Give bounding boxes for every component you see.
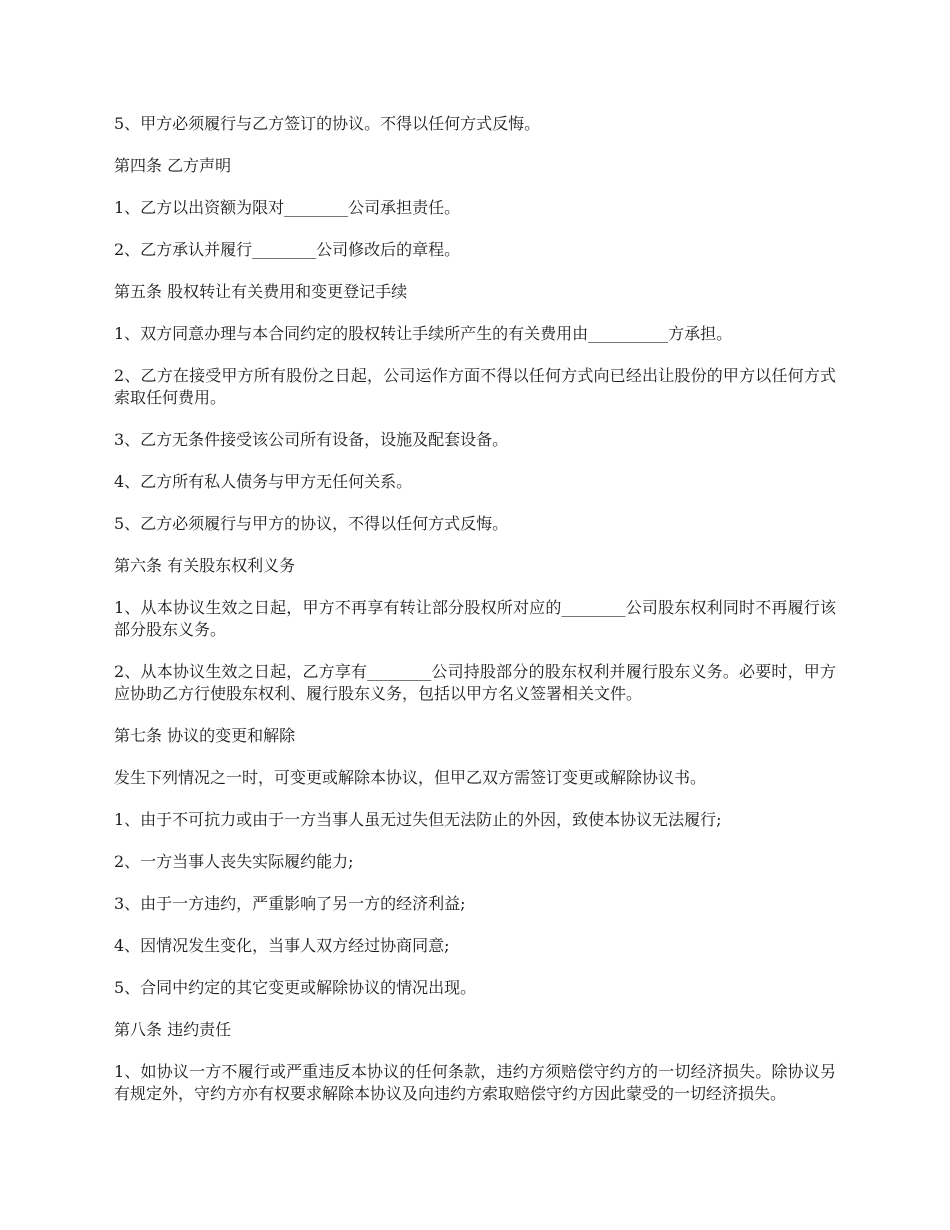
article-7-heading: 第七条 协议的变更和解除 bbox=[114, 726, 296, 745]
document-page bbox=[114, 113, 836, 1125]
article-7-item-5: 5、合同中约定的其它变更或解除协议的情况出现。 bbox=[114, 978, 477, 997]
article-5-item-5: 5、乙方必须履行与甲方的协议，不得以任何方式反悔。 bbox=[114, 514, 509, 533]
article-8-item-1: 1、如协议一方不履行或严重违反本协议的任何条款，违约方须赔偿守约方的一切经济损失。除协议另有规定外，守约方亦有权要求解除本协议及向违约方索取赔偿守约方因此蒙受的一切经济损失。 bbox=[114, 1062, 836, 1103]
article-5-item-1: 1、双方同意办理与本合同约定的股权转让手续所产生的有关费用由__________方承担。 bbox=[114, 324, 733, 343]
article-5-item-4: 4、乙方所有私人债务与甲方无任何关系。 bbox=[114, 472, 413, 491]
article-6-item-2: 2、从本协议生效之日起，乙方享有________公司持股部分的股东权利并履行股东义务。必要时，甲方应协助乙方行使股东权利、履行股东义务，包括以甲方名义签署相关文件。 bbox=[114, 662, 836, 703]
article-4-item-2: 2、乙方承认并履行________公司修改后的章程。 bbox=[114, 240, 461, 259]
article-5-heading: 第五条 股权转让有关费用和变更登记手续 bbox=[114, 282, 408, 301]
article-6-item-1: 1、从本协议生效之日起，甲方不再享有转让部分股权所对应的________公司股东权利同时不再履行该部分股东义务。 bbox=[114, 598, 836, 639]
article-7-intro: 发生下列情况之一时，可变更或解除本协议，但甲乙双方需签订变更或解除协议书。 bbox=[114, 768, 707, 787]
article-4-item-1: 1、乙方以出资额为限对________公司承担责任。 bbox=[114, 198, 461, 217]
article-5-item-2: 2、乙方在接受甲方所有股份之日起，公司运作方面不得以任何方式向已经出让股份的甲方以任何方式索取任何费用。 bbox=[114, 366, 836, 407]
clause-3-item-5: 5、甲方必须履行与乙方签订的协议。不得以任何方式反悔。 bbox=[114, 114, 541, 133]
article-5-item-3: 3、乙方无条件接受该公司所有设备，设施及配套设备。 bbox=[114, 430, 509, 449]
article-7-item-3: 3、由于一方违约，严重影响了另一方的经济利益; bbox=[114, 894, 466, 913]
article-8-heading: 第八条 违约责任 bbox=[114, 1020, 232, 1039]
article-7-item-1: 1、由于不可抗力或由于一方当事人虽无过失但无法防止的外因，致使本协议无法履行; bbox=[114, 810, 722, 829]
article-7-item-2: 2、一方当事人丧失实际履约能力; bbox=[114, 852, 354, 871]
article-4-heading: 第四条 乙方声明 bbox=[114, 156, 232, 175]
article-6-heading: 第六条 有关股东权利义务 bbox=[114, 556, 296, 575]
article-7-item-4: 4、因情况发生变化，当事人双方经过协商同意; bbox=[114, 936, 450, 955]
